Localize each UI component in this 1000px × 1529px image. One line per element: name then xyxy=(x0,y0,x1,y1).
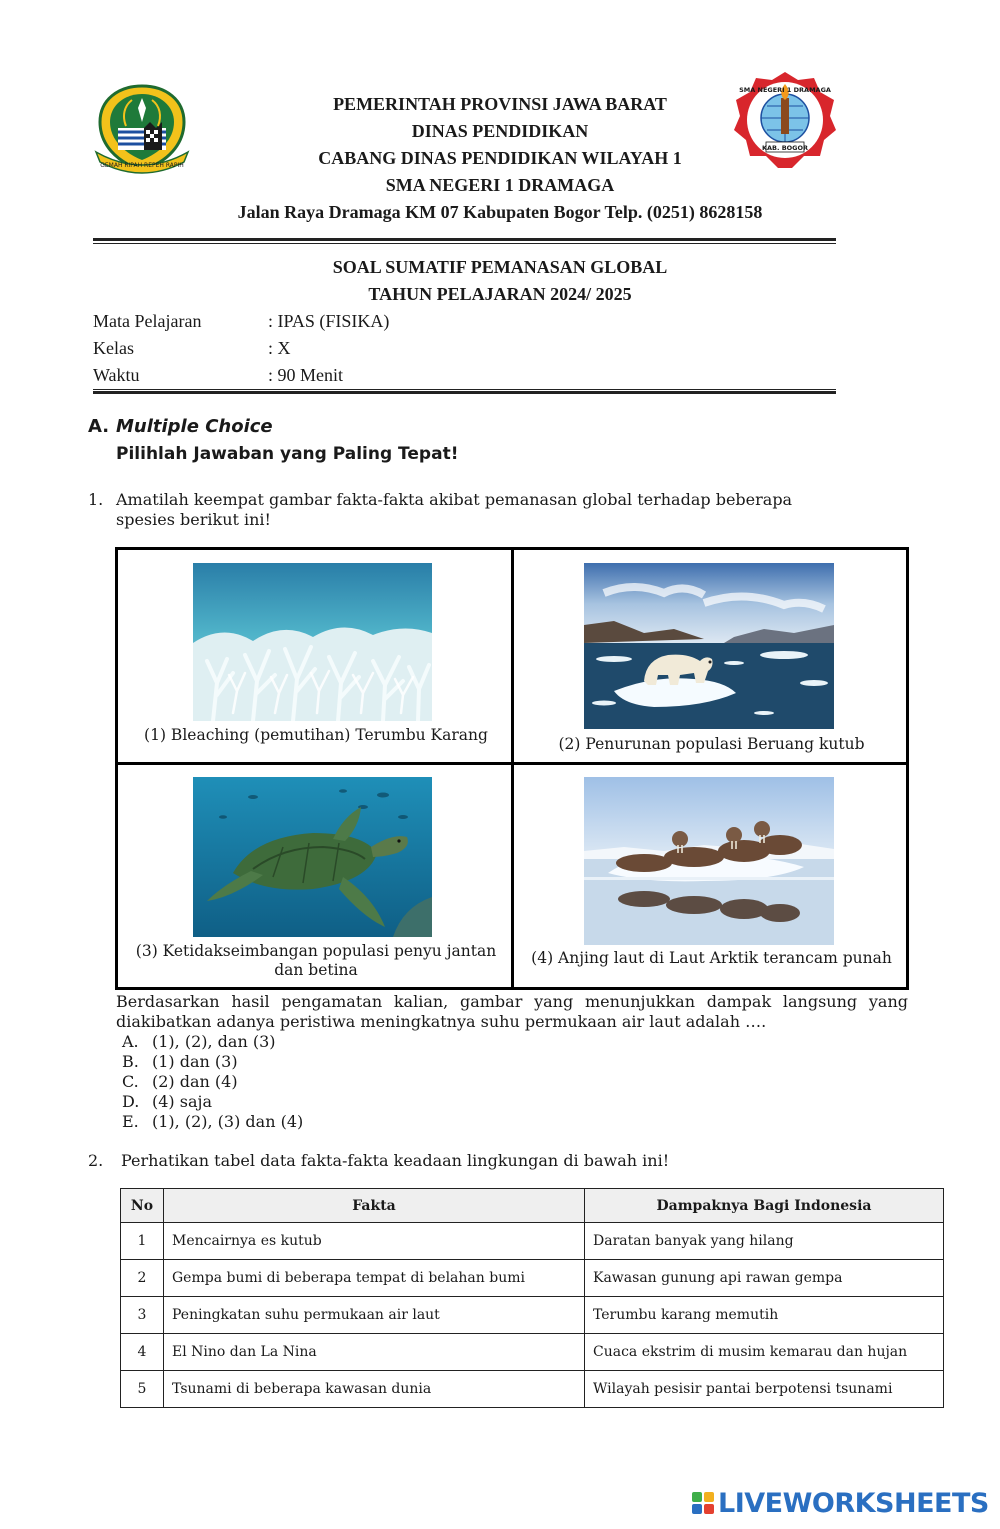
letterhead-line-4: SMA NEGERI 1 DRAMAGA xyxy=(385,175,615,195)
question-2-number: 2. xyxy=(88,1151,104,1170)
row-fakta: El Nino dan La Nina xyxy=(164,1334,585,1371)
letterhead-line-3: CABANG DINAS PENDIDIKAN WILAYAH 1 xyxy=(318,148,682,168)
row-fakta: Tsunami di beberapa kawasan dunia xyxy=(164,1371,585,1408)
letterhead-divider xyxy=(93,238,836,241)
option-d-text: (4) saja xyxy=(152,1092,212,1111)
svg-text:SMA NEGERI 1 DRAMAGA: SMA NEGERI 1 DRAMAGA xyxy=(739,86,831,94)
polar-bear-image xyxy=(584,563,834,729)
svg-text:KAB. BOGOR: KAB. BOGOR xyxy=(761,144,809,152)
letterhead-divider-thin xyxy=(93,243,836,244)
section-letter: A. xyxy=(88,416,110,437)
option-c-text: (2) dan (4) xyxy=(152,1072,238,1091)
option-b-text: (1) dan (3) xyxy=(152,1052,238,1071)
option-a[interactable] xyxy=(122,1032,276,1052)
row-dampak: Daratan banyak yang hilang xyxy=(585,1223,944,1260)
row-dampak: Cuaca ekstrim di musim kemarau dan hujan xyxy=(585,1334,944,1371)
sea-turtle-image xyxy=(193,777,432,937)
facts-table xyxy=(120,1188,944,1408)
table-row xyxy=(121,1297,944,1334)
row-dampak: Kawasan gunung api rawan gempa xyxy=(585,1260,944,1297)
letterhead-line-2: DINAS PENDIDIKAN xyxy=(411,121,589,141)
row-fakta: Peningkatan suhu permukaan air laut xyxy=(164,1297,585,1334)
table-header-row xyxy=(121,1189,944,1223)
walrus-image xyxy=(584,777,834,945)
caption-4: (4) Anjing laut di Laut Arktik terancam punah xyxy=(531,949,892,967)
question-2-text: Perhatikan tabel data fakta-fakta keadaan lingkungan di bawah ini! xyxy=(121,1151,670,1170)
header-fakta: Fakta xyxy=(164,1189,585,1223)
option-d[interactable] xyxy=(122,1092,212,1112)
option-c[interactable] xyxy=(122,1072,238,1092)
caption-2: (2) Penurunan populasi Beruang kutub xyxy=(558,735,865,753)
row-fakta: Mencairnya es kutub xyxy=(164,1223,585,1260)
west-java-logo xyxy=(88,82,196,174)
exam-title: SOAL SUMATIF PEMANASAN GLOBAL xyxy=(332,257,668,277)
info-value-time: : 90 Menit xyxy=(268,365,343,385)
header-no: No xyxy=(121,1189,164,1223)
option-e[interactable] xyxy=(122,1112,303,1132)
option-e-text: (1), (2), (3) dan (4) xyxy=(152,1112,304,1131)
exam-year: TAHUN PELAJARAN 2024/ 2025 xyxy=(368,284,632,304)
info-divider xyxy=(93,391,836,394)
letterhead-line-1: PEMERINTAH PROVINSI JAWA BARAT xyxy=(333,94,667,114)
info-label-time: Waktu xyxy=(93,365,140,385)
watermark-text: LIVEWORKSHEETS xyxy=(718,1488,989,1519)
section-title: Multiple Choice xyxy=(116,416,273,437)
question-1-number: 1. xyxy=(88,490,104,509)
table-row xyxy=(121,1260,944,1297)
row-fakta: Gempa bumi di beberapa tempat di belahan bumi xyxy=(164,1260,585,1297)
school-logo xyxy=(732,70,838,170)
option-b-letter: B. xyxy=(122,1052,139,1071)
row-no: 2 xyxy=(121,1260,164,1297)
caption-3: (3) Ketidakseimbangan populasi penyu jantan dan betina xyxy=(135,942,497,979)
info-label-class: Kelas xyxy=(93,338,134,358)
option-d-letter: D. xyxy=(122,1092,140,1111)
liveworksheets-watermark xyxy=(692,1488,989,1519)
letterhead-lines xyxy=(200,91,800,226)
option-e-letter: E. xyxy=(122,1112,139,1131)
option-a-text: (1), (2), dan (3) xyxy=(152,1032,276,1051)
header-dampak: Dampaknya Bagi Indonesia xyxy=(585,1189,944,1223)
question-1-stem: Berdasarkan hasil pengamatan kalian, gambar yang menunjukkan dampak langsung yang diakibatkan adanya peristiwa meningkatnya suhu permukaan air laut adalah …. xyxy=(116,992,908,1031)
option-b[interactable] xyxy=(122,1052,238,1072)
option-a-letter: A. xyxy=(122,1032,139,1051)
row-no: 3 xyxy=(121,1297,164,1334)
table-row xyxy=(121,1371,944,1408)
liveworksheets-logo-icon xyxy=(692,1490,714,1512)
row-no: 5 xyxy=(121,1371,164,1408)
section-instruction: Pilihlah Jawaban yang Paling Tepat! xyxy=(116,444,459,464)
info-value-class: : X xyxy=(268,338,291,358)
row-dampak: Wilayah pesisir pantai berpotensi tsunami xyxy=(585,1371,944,1408)
row-no: 4 xyxy=(121,1334,164,1371)
section-heading xyxy=(88,416,273,437)
info-value-subject: : IPAS (FISIKA) xyxy=(268,311,390,331)
coral-bleaching-image xyxy=(193,563,432,721)
svg-text:GEMAH RIPAH REPEH RAPIH: GEMAH RIPAH REPEH RAPIH xyxy=(100,162,184,169)
image-grid xyxy=(115,547,909,990)
table-row xyxy=(121,1334,944,1371)
option-c-letter: C. xyxy=(122,1072,139,1091)
row-dampak: Terumbu karang memutih xyxy=(585,1297,944,1334)
table-row xyxy=(121,1223,944,1260)
question-1-text: Amatilah keempat gambar fakta-fakta akibat pemanasan global terhadap beberapa spesies berikut ini! xyxy=(116,490,793,529)
info-divider-thin xyxy=(93,389,836,390)
exam-info xyxy=(0,308,1000,389)
row-no: 1 xyxy=(121,1223,164,1260)
caption-1: (1) Bleaching (pemutihan) Terumbu Karang xyxy=(144,726,488,744)
info-label-subject: Mata Pelajaran xyxy=(93,311,202,331)
school-address: Jalan Raya Dramaga KM 07 Kabupaten Bogor Telp. (0251) 8628158 xyxy=(237,202,763,222)
